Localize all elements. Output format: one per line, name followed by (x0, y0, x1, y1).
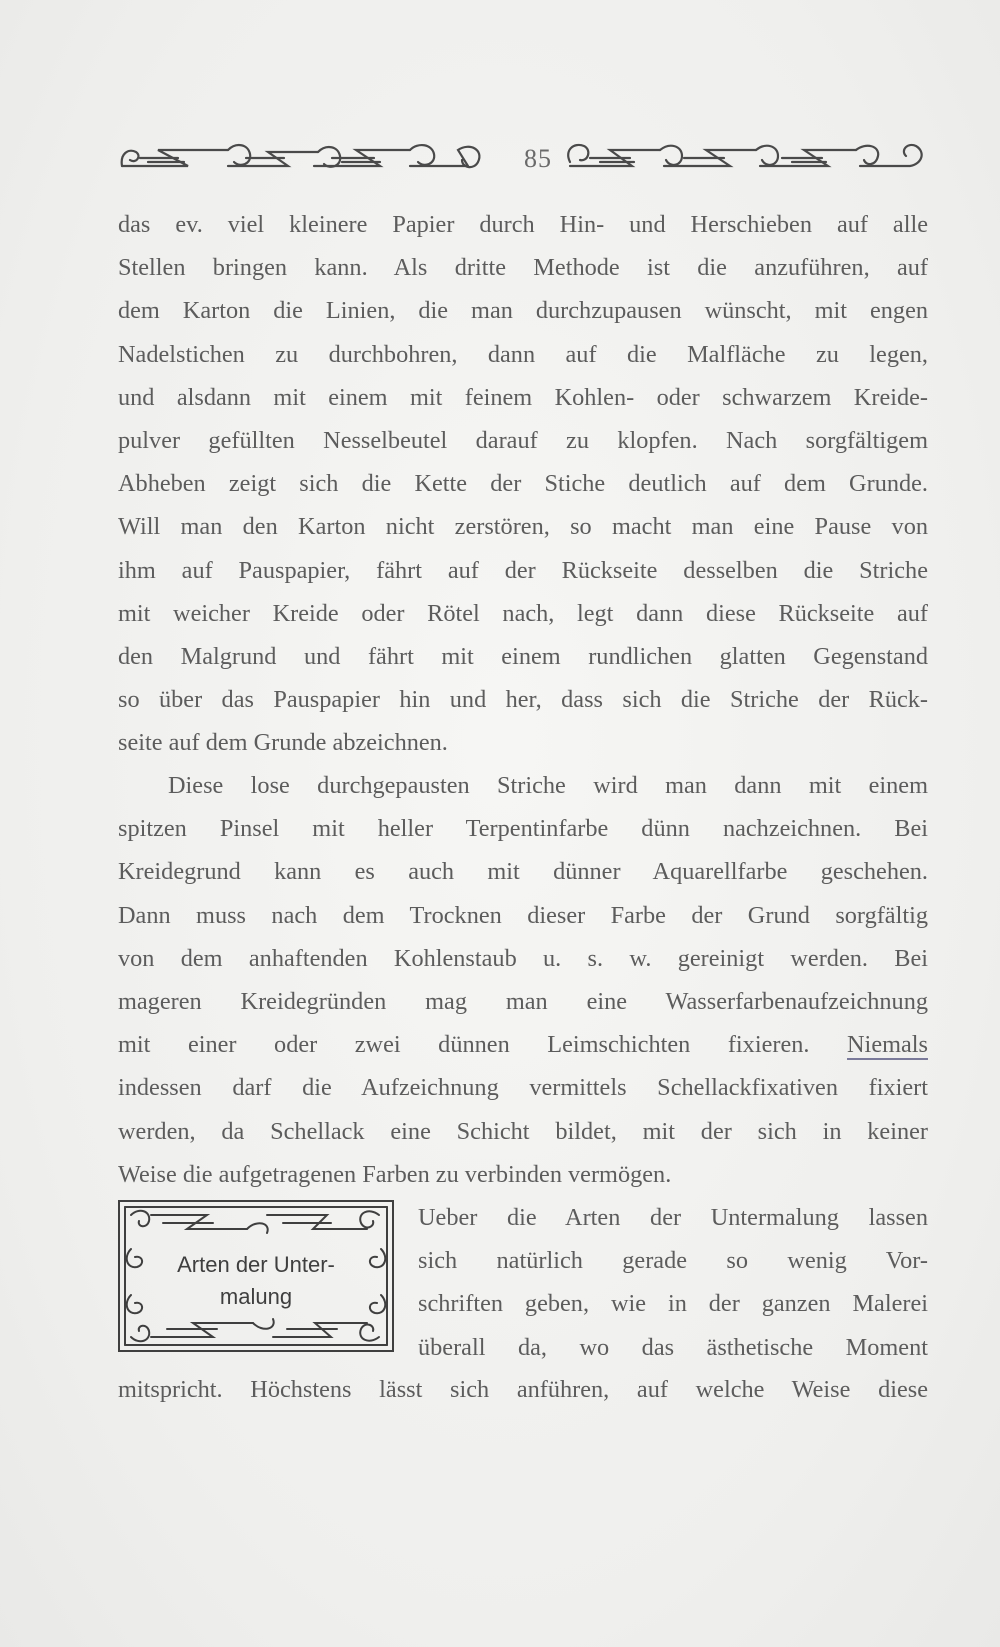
text-line: spitzen Pinsel mit heller Terpentinfarbe dünn nachzeichnen. Bei (118, 815, 928, 843)
text-line: mit weicher Kreide oder Rötel nach, legt dann diese Rückseite auf (118, 599, 928, 627)
text-line: Nadelstichen zu durchbohren, dann auf die Malfläche zu legen, (118, 340, 928, 368)
text-line: werden, da Schellack eine Schicht bildet, mit der sich in keiner (118, 1117, 928, 1145)
page-number: 85 (524, 144, 552, 173)
text-line: seite auf dem Grunde abzeichnen. (118, 729, 448, 757)
text-line: das ev. viel kleinere Papier durch Hin- und Herschieben auf alle (118, 211, 928, 238)
page-header (118, 136, 930, 186)
text-line (118, 1023, 928, 1066)
text-line: und alsdann mit einem mit feinem Kohlen- oder schwarzem Kreide- (118, 383, 928, 411)
text-line: indessen darf die Aufzeichnung vermittels Schellackfixativen fixiert (118, 1074, 928, 1102)
text-line: Dann muss nach dem Trocknen dieser Farbe der Grund sorgfältig (118, 901, 928, 929)
paragraph-underpainting-full (118, 1368, 928, 1411)
underlined-word: Niemals (847, 1031, 928, 1059)
text-line: von dem anhaftenden Kohlenstaub u. s. w. gereinigt werden. Bei (118, 944, 928, 972)
text-line: Weise die aufgetragenen Farben zu verbinden vermögen. (118, 1160, 672, 1188)
marginal-note-line: Arten der Unter- (177, 1252, 335, 1277)
text-line: Ueber die Arten der Untermalung lassen (418, 1204, 928, 1231)
left-header-ornament (118, 136, 488, 176)
text-line: mitspricht. Höchstens lässt sich anführen, auf welche Weise diese (118, 1376, 928, 1403)
text-line: sich natürlich gerade so wenig Vor- (418, 1247, 928, 1275)
text-line: den Malgrund und fährt mit einem rundlichen glatten Gegenstand (118, 642, 928, 670)
text-segment: mit einer oder zwei dünnen Leimschichten fixieren. (118, 1031, 848, 1059)
marginal-note-text (137, 1249, 375, 1313)
paragraph-tracing-lines (118, 764, 928, 1196)
text-line: dem Karton die Linien, die man durchzupausen wünscht, mit engen (118, 297, 928, 325)
paragraph-continuation (118, 203, 928, 764)
text-line: so über das Pauspapier hin und her, dass sich die Striche der Rück- (118, 686, 928, 714)
text-line: mageren Kreidegründen mag man eine Wasserfarbenaufzeichnung (118, 987, 928, 1015)
text-line: Abheben zeigt sich die Kette der Stiche deutlich auf dem Grunde. (118, 470, 928, 498)
text-line: pulver gefüllten Nesselbeutel darauf zu klopfen. Nach sorgfältigem (118, 426, 928, 454)
text-line: Stellen bringen kann. Als dritte Methode ist die anzuführen, auf (118, 254, 928, 282)
text-line: Kreidegrund kann es auch mit dünner Aquarellfarbe geschehen. (118, 858, 928, 886)
text-line: Diese lose durchgepausten Striche wird man dann mit einem (168, 772, 928, 799)
text-line: ihm auf Pauspapier, fährt auf der Rückseite desselben die Striche (118, 556, 928, 584)
text-line: Will man den Karton nicht zerstören, so macht man eine Pause von (118, 513, 928, 541)
right-header-ornament (560, 136, 930, 176)
text-line: schriften geben, wie in der ganzen Malerei (418, 1290, 928, 1318)
marginal-note-line: malung (219, 1284, 293, 1309)
marginal-note-box (117, 1199, 395, 1353)
paragraph-underpainting-wrapped (418, 1196, 928, 1369)
text-line: überall da, wo das ästhetische Moment (418, 1333, 928, 1361)
